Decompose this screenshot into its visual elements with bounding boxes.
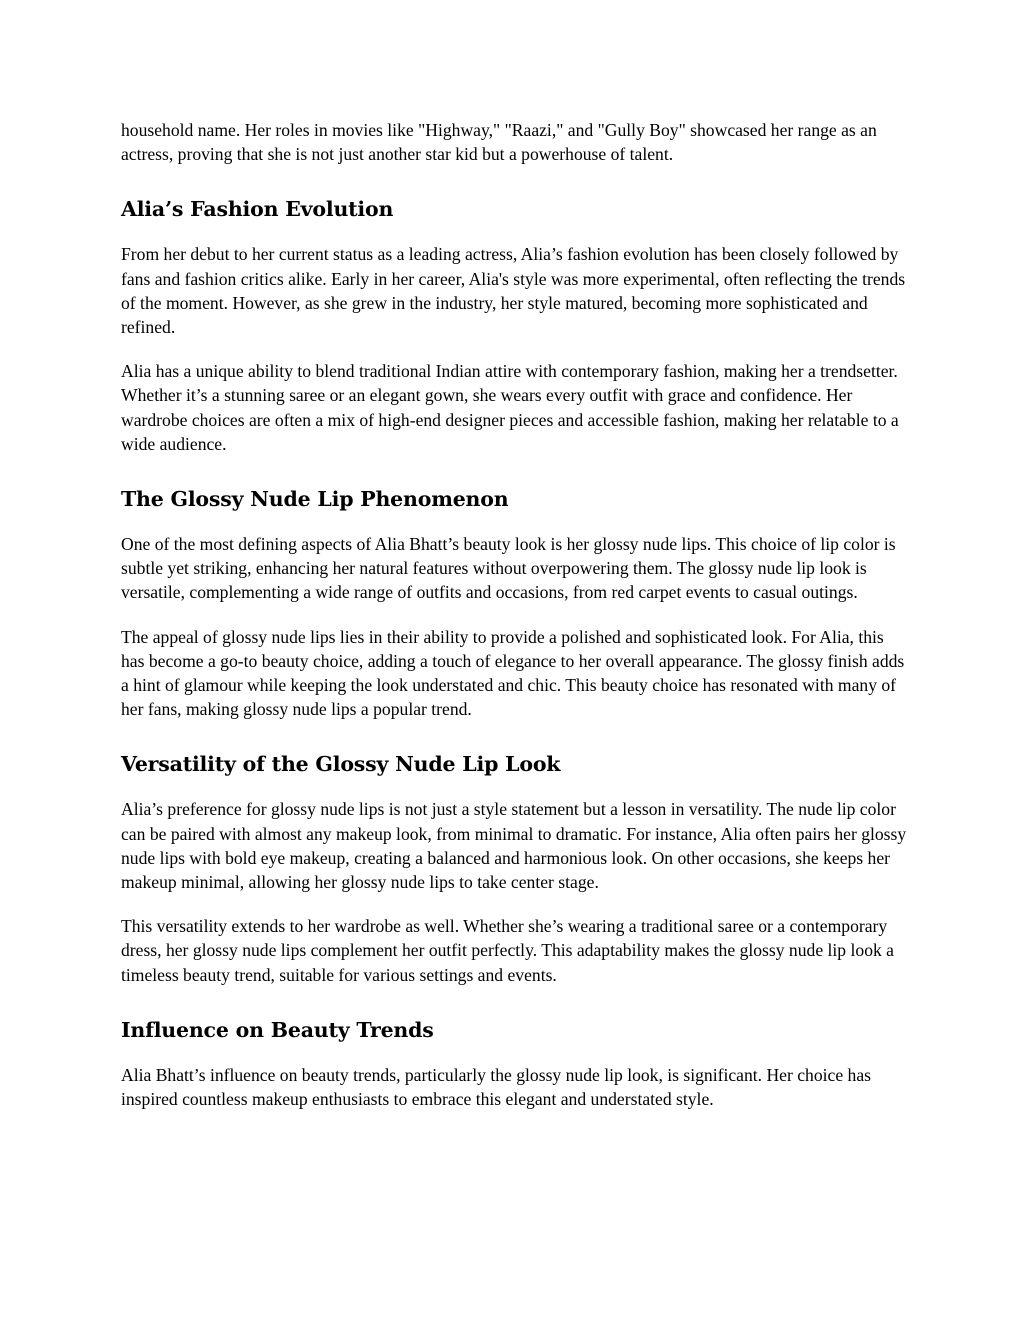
paragraph-fashion-evolution-2: Alia has a unique ability to blend traditional Indian attire with contemporary fashion, making her a trendsetter. Whether it’s a stunning saree or an elegant gown, she wears every outfit with grace and confidence. Her wardrobe choices are often a mix of high-end designer pieces and accessible fashion, making her relatable to a wide audience. (121, 361, 899, 454)
paragraph-influence-1: Alia Bhatt’s influence on beauty trends, particularly the glossy nude lip look, is significant. Her choice has inspired countless makeup enthusiasts to embrace this elegant and understated style. (121, 1064, 871, 1110)
paragraph-versatility-2: This versatility extends to her wardrobe as well. Whether she’s wearing a traditional saree or a contemporary dress, her glossy nude lips complement her outfit perfectly. This adaptability makes the glossy nude lip look a timeless beauty trend, suitable for various settings and events. (121, 916, 894, 985)
paragraph-phenomenon-1: One of the most defining aspects of Alia Bhatt’s beauty look is her glossy nude lips. This choice of lip color is subtle yet striking, enhancing her natural features without overpowering them. The glossy nude lip look is versatile, complementing a wide range of outfits and occasions, from red carpet events to casual outings. (121, 534, 896, 603)
heading-influence-beauty-trends: Influence on Beauty Trends (121, 1017, 434, 1042)
heading-fashion-evolution: Alia’s Fashion Evolution (121, 197, 394, 222)
heading-glossy-nude-lip-phenomenon: The Glossy Nude Lip Phenomenon (121, 487, 509, 512)
heading-versatility: Versatility of the Glossy Nude Lip Look (121, 752, 561, 777)
paragraph-versatility-1: Alia’s preference for glossy nude lips is not just a style statement but a lesson in versatility. The nude lip color can be paired with almost any makeup look, from minimal to dramatic. For instance, Alia often pairs her glossy nude lips with bold eye makeup, creating a balanced and harmonious look. On other occasions, she keeps her makeup minimal, allowing her glossy nude lips to take center stage. (121, 799, 907, 893)
document-page (121, 118, 911, 1131)
paragraph-phenomenon-2: The appeal of glossy nude lips lies in their ability to provide a polished and sophisticated look. For Alia, this has become a go-to beauty choice, adding a touch of elegance to her overall appearance. The glossy finish adds a hint of glamour while keeping the look understated and chic. This beauty choice has resonated with many of her fans, making glossy nude lips a popular trend. (121, 626, 905, 720)
paragraph-intro: household name. Her roles in movies like "Highway," "Raazi," and "Gully Boy" showcased her range as an actress, proving that she is not just another star kid but a powerhouse of talent. (121, 120, 877, 165)
paragraph-fashion-evolution-1: From her debut to her current status as a leading actress, Alia’s fashion evolution has been closely followed by fans and fashion critics alike. Early in her career, Alia's style was more experimental, often reflecting the trends of the moment. However, as she grew in the industry, her style matured, becoming more sophisticated and refined. (121, 244, 906, 338)
